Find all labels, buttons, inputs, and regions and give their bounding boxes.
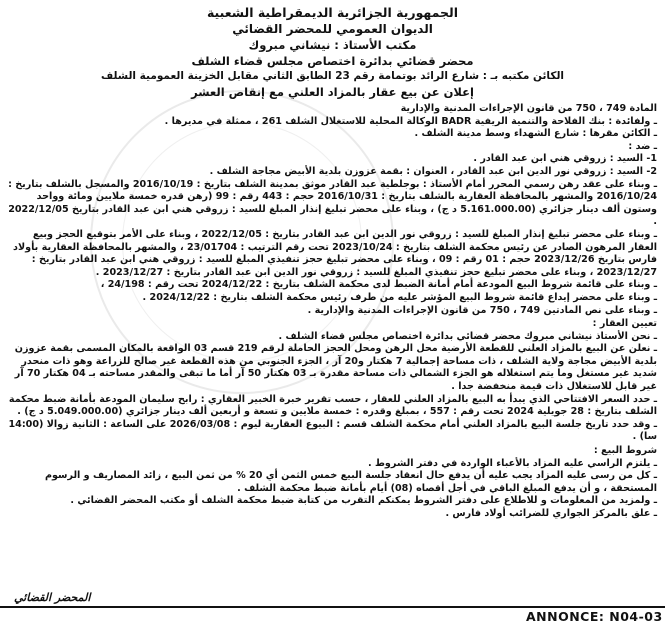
condition-2: ـ كل من رسى عليه المزاد يجب عليه أن يدفع حال انعقاد جلسة البيع خمس الثمن أي 20 % من ثمن البيع ، زائد المصاريف و الرسوم المستحقة ، و أن يدفع المبلغ الباقي في أجل أقصاه (08) أيام بأمانة ضبط محكمة الشلف . (45, 470, 657, 494)
deposit-report: ـ وبناء على محضر إيداع قائمة شروط البيع المؤشر عليه من طرف رئيس محكمة الشلف بتاريخ : 2024/12/22 . (142, 291, 657, 303)
seizure-order: ـ وبناء على محضر تبليغ إنذار المبلغ للسيد : زروقي نور الدين ابن عبد القادر بتاريخ : 2022/12/05 ، وبناء على الأمر بتوقيع الحجز وبيع العقار المرهون الصادر عن رئيس محكمة الشلف بتاريخ : 2023/10/24 تحت رقم الترتيب : 23/01704 ، والمشهر بالمحافظة العقارية بأولاد فارس بتاريخ 2023/12/26 حجم : 01 رقم : 09 ، وبناء على محضر تبليغ حجز تنفيذي المبلغ للسيد : زروقي هني ابن عبد القادر بتاريخ : 2023/12/27 ، وبناء على محضر تبليغ حجز تنفيذي المبلغ للسيد : زروقي نور الدين ابن عبد القادر بتاريخ : 2023/12/27 . (13, 228, 657, 278)
property-heading: تعيين العقار : (592, 318, 657, 330)
notice-body (8, 103, 657, 521)
beneficiary-address: ـ الكائن مقرها : شارع الشهداء وسط مدينة الشلف . (414, 128, 657, 140)
beneficiary: ـ ولفائدة : بنك الفلاحة والتنمية الريفية BADR الوكالة المحلية للاستغلال الشلف 261 ، ممثلة في مديرها . (164, 115, 657, 127)
bailiff-name: مكتب الأستاذ : نيشاني مبروك (248, 38, 417, 52)
opening-price: ـ حدد السعر الافتتاحي الذي يبدأ به البيع بالمزاد العلني للعقار ، حسب تقرير خبرة الخبير العقاري : رابح سليمان المودعة بأمانة ضبط محكمة الشلف بتاريخ : 28 جويلية 2024 تحت رقم : 557 ، بمبلغ وقدره : خمسة ملايين و تسعة و أربعين ألف دينار جزائري (5.049.000.00 د ج) . (8, 393, 657, 418)
debtor-1: 1- السيد : زروقي هني ابن عبد القادر . (473, 153, 657, 165)
signature: المحضر القضائي (14, 591, 91, 604)
legal-basis: المادة 749 ، 750 من قانون الإجراءات المدنية والإدارية (400, 103, 657, 114)
condition-1: ـ يلتزم الراسي عليه المزاد بالأعباء الواردة في دفتر الشروط . (367, 457, 657, 469)
office-address: الكائن مكتبه بـ : شارع الرائد بوتمامة رقم 23 الطابق الثاني مقابل الخزينة العمومية الشلف (101, 70, 564, 82)
announcement-title: إعلان عن بيع عقار بالمزاد العلني مع إنقاص العشر (191, 85, 474, 99)
republic-title: الجمهورية الجزائرية الديمقراطية الشعبية (206, 5, 459, 20)
mortgage-deed: ـ وبناء على عقد رهن رسمي المحرر أمام الأستاذ : بوجلطية عبد القادر موثق بمدينة الشلف بتاريخ : 2016/10/19 والمسجل بالشلف بتاريخ : 2016/10/24 والمشهر بالمحافظة العقارية بالشلف بتاريخ : 2016/10/31 حجم : 443 رقم : 99 (رهن قدره خمسة ملايين ومائة وواحد وستون ألف دينار جزائري (5.161.000.00 د ج) ، وبناء على محضر تبليغ إنذار المبلغ للسيد : زروقي هني ابن عبد القادر بتاريخ 2022/12/05 . (8, 178, 657, 228)
auction-date: ـ وقد حدد تاريخ جلسة البيع بالمزاد العلني أمام محكمة الشلف قسم : البيوع العقارية ليوم : 2026/03/08 على الساعة : الثانية زوالا (14:00 سا) . (8, 418, 657, 443)
notice-header (8, 4, 657, 100)
legal-articles: ـ وبناء على نص المادتين 749 ، 750 من قانون الإجراءات المدنية والإدارية . (307, 304, 657, 316)
against-label: ـ ضد : (628, 140, 657, 152)
bailiff-statement: ـ نحن الأستاذ نيشاني مبروك محضر قضائي بدائرة اختصاص مجلس قضاء الشلف . (278, 330, 657, 342)
office-title: الديوان العمومي للمحضر القضائي (232, 22, 433, 36)
condition-4: ـ علق بالمركز الجواري للضرائب أولاد فارس . (445, 508, 657, 519)
property-description: ـ نعلن عن البيع بالمزاد العلني للقطعة الأرضية محل الرهن ومحل الحجز الحاملة لرقم 219 قسم 03 الواقعة بالمكان المسمى بقمة عزوزن بلدية الأبيض مجاجة ولاية الشلف ، ذات مساحة إجمالية 7 هكتار و20 آر ، الجزء الجنوبي من هذه القطعة غير صالح للزراعة وهو ذات منحدر شديد غير مستغل وما يتم استغلاله هو الجزء الشمالي ذات مساحة مقدرة بـ 03 هكتار 50 آر أما ما تبقى والمقدر مساحته بـ 04 هكتار 70 آر غير قابل للاستغلال ذات قيمة منخفضة جدا . (14, 343, 657, 393)
footer-divider (0, 606, 665, 608)
condition-3: ـ ولمزيد من المعلومات و للاطلاع على دفتر الشروط يمكنكم التقرب من كتابة ضبط محكمة الشلف أو مكتب المحضر القضائي . (70, 495, 657, 507)
jurisdiction-line: محضر قضائي بدائرة اختصاص مجلس قضاء الشلف (191, 54, 474, 68)
sale-conditions-deposit: ـ وبناء على قائمة شروط البيع المودعة أمام أمانة الضبط لدى محكمة الشلف بتاريخ : 2024/12/22 تحت رقم : 24/198 ، (100, 279, 657, 291)
annonce-code: ANNONCE: N04-03 (526, 609, 663, 624)
debtor-2: 2- السيد : زروقي نور الدين ابن عبد القادر ، العنوان : بقمة عزوزن بلدية الأبيض مجاجة الشلف . (209, 165, 657, 177)
conditions-heading: شروط البيع : (593, 445, 657, 457)
